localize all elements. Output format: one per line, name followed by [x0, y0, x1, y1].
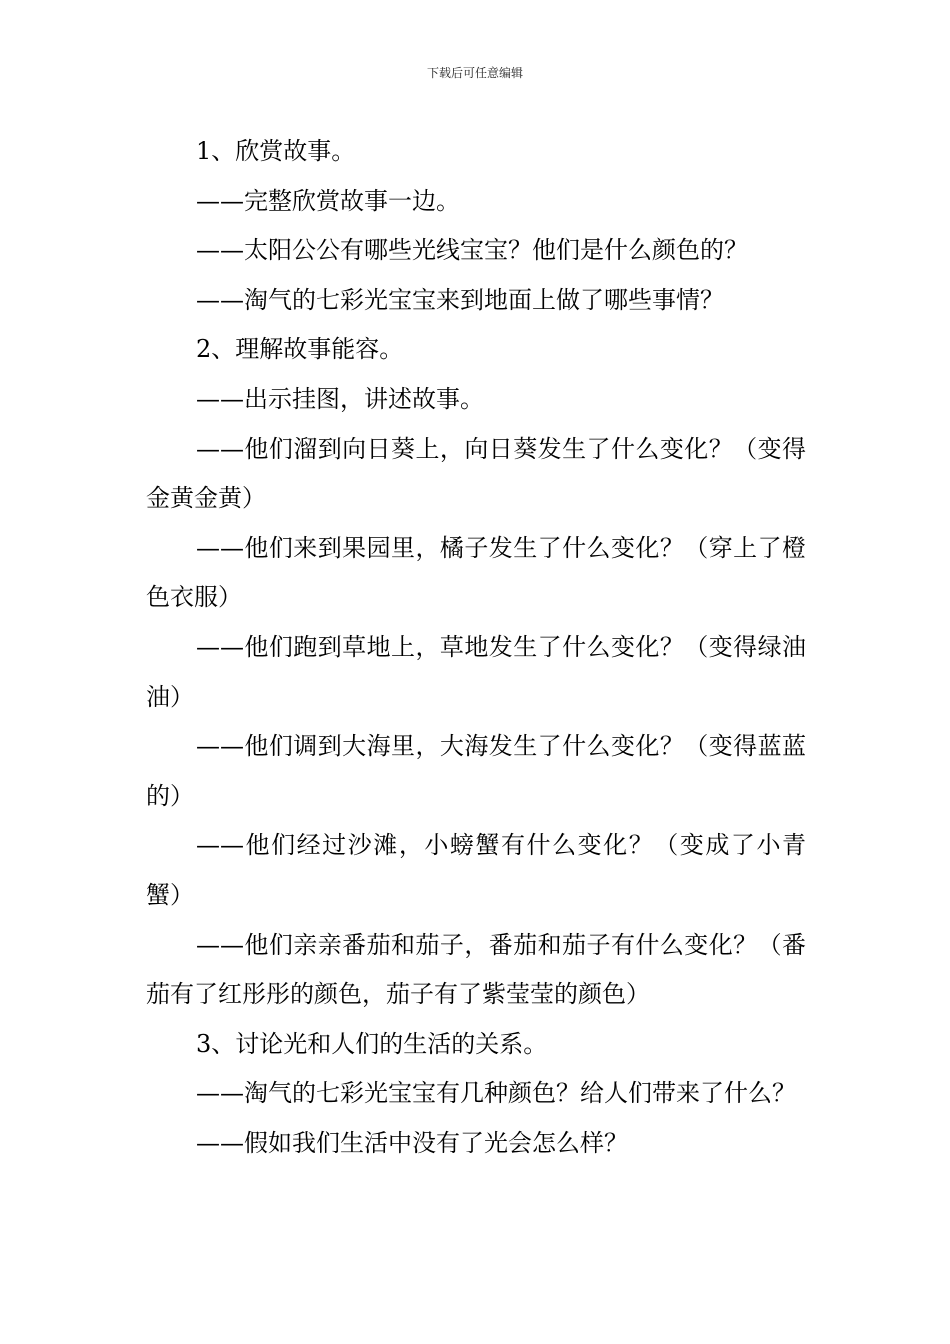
- paragraph-13: 3、讨论光和人们的生活的关系。: [196, 1029, 548, 1058]
- paragraph-1: 1、欣赏故事。: [196, 137, 356, 165]
- paragraph-10: ——他们调到大海里，大海发生了什么变化？（变得蓝蓝的）: [146, 732, 806, 810]
- paragraph-12: ——他们亲亲番茄和茄子，番茄和茄子有什么变化？（番茄有了红彤彤的颜色，茄子有了紫莹莹的颜色）: [146, 930, 806, 1009]
- paragraph-8: ——他们来到果园里，橘子发生了什么变化？（穿上了橙色衣服）: [146, 533, 806, 612]
- page-header: 下载后可任意编辑: [426, 66, 523, 80]
- paragraph-9: ——他们跑到草地上，草地发生了什么变化？（变得绿油油）: [146, 632, 806, 711]
- paragraph-7: ——他们溜到向日葵上，向日葵发生了什么变化？（变得金黄金黄）: [146, 434, 806, 513]
- paragraph-4: ——淘气的七彩光宝宝来到地面上做了哪些事情？: [196, 285, 724, 314]
- paragraph-5: 2、理解故事能容。: [196, 335, 404, 364]
- paragraph-14: ——淘气的七彩光宝宝有几种颜色？给人们带来了什么？: [196, 1079, 796, 1108]
- paragraph-2: ——完整欣赏故事一边。: [196, 186, 460, 215]
- paragraph-3: ——太阳公公有哪些光线宝宝？他们是什么颜色的？: [196, 236, 748, 265]
- paragraph-6: ——出示挂图，讲述故事。: [196, 384, 484, 413]
- paragraph-11: ——他们经过沙滩，小螃蟹有什么变化？（变成了小青蟹）: [146, 831, 806, 909]
- paragraph-15: ——假如我们生活中没有了光会怎么样？: [196, 1128, 628, 1157]
- document-body: [146, 127, 806, 1168]
